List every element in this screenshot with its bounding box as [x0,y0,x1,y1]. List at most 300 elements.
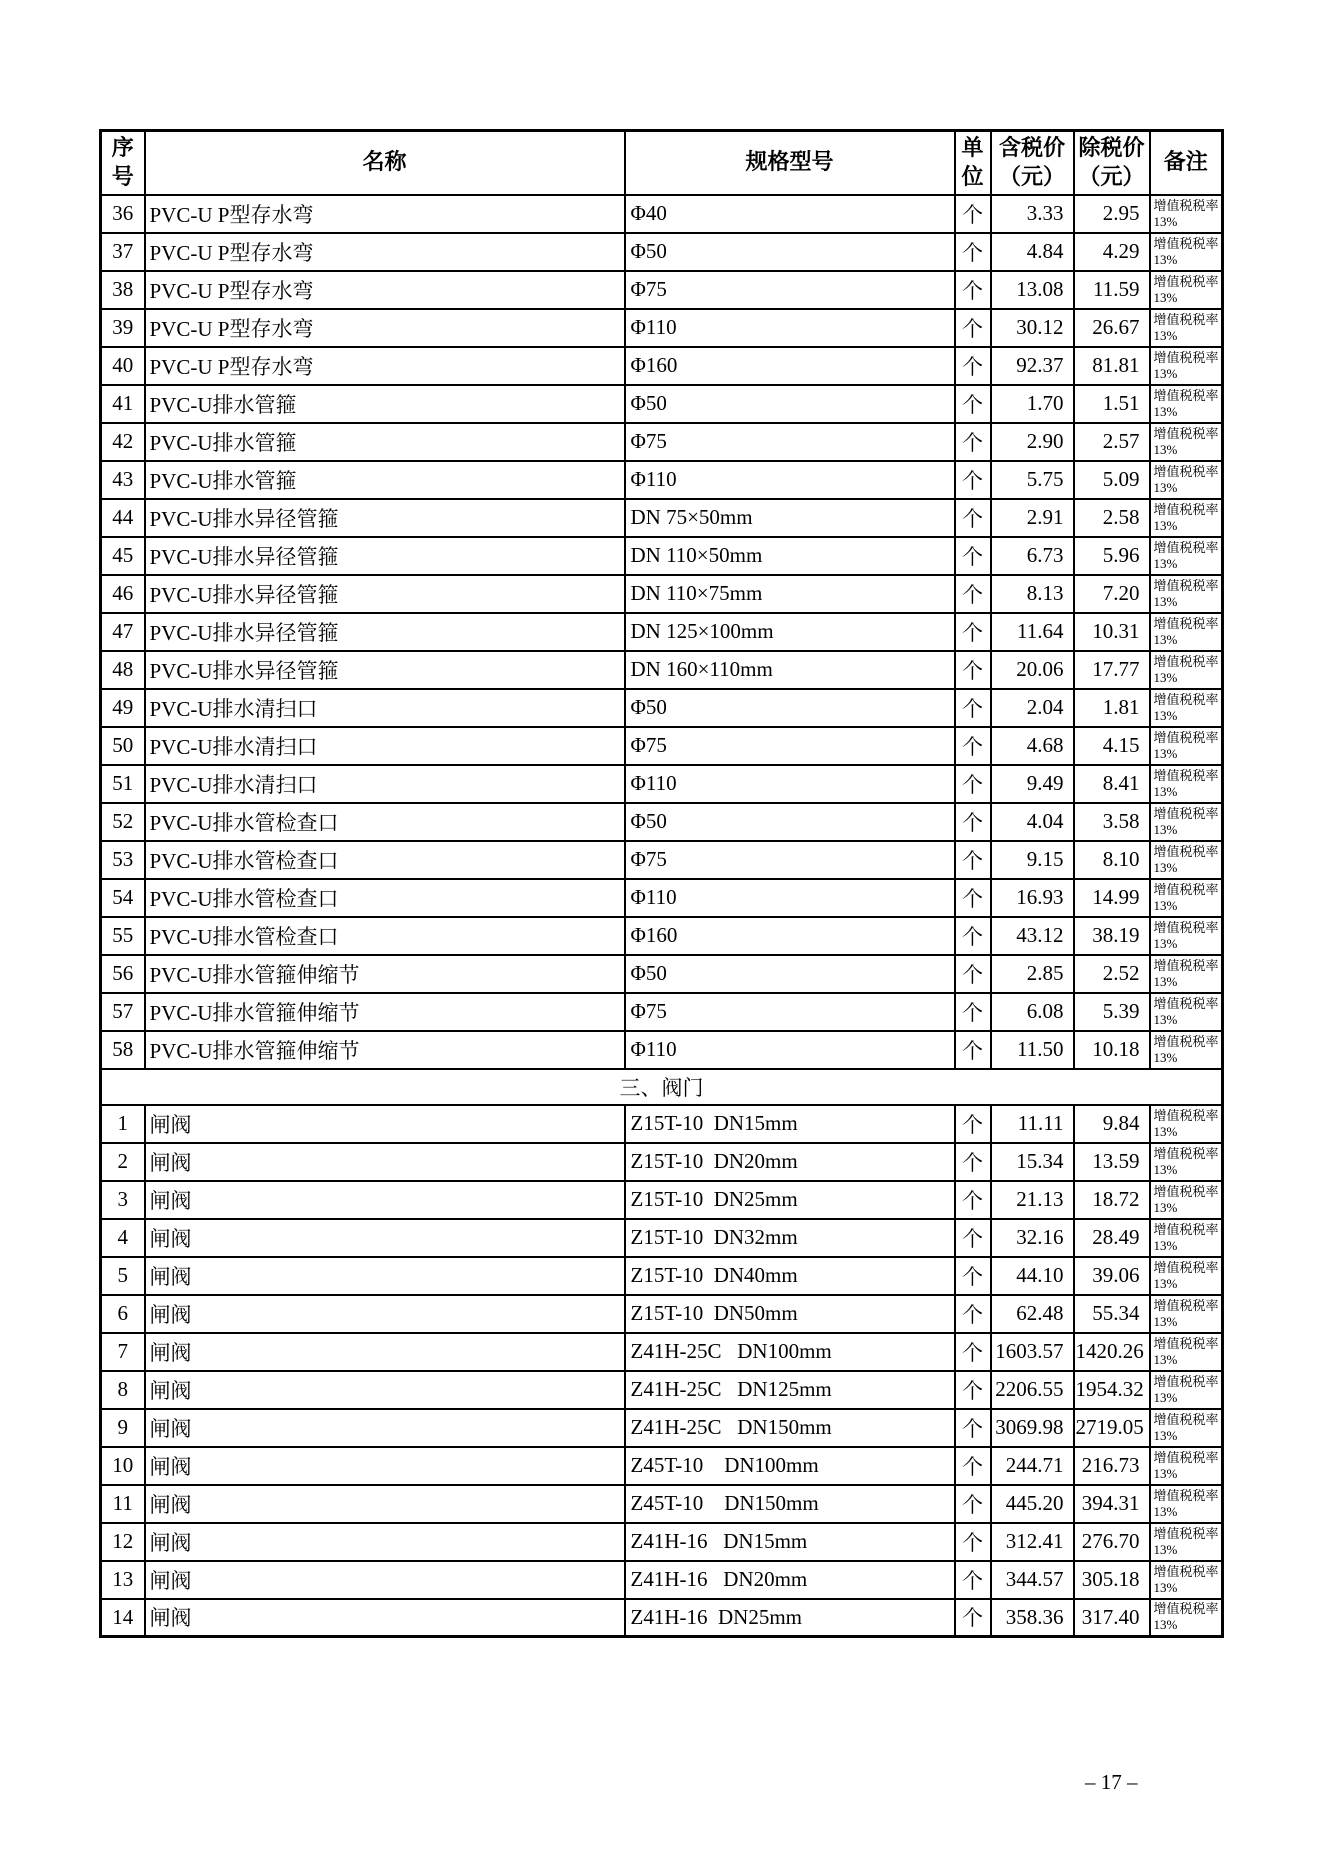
row-unit: 个 [955,271,991,309]
row-name: PVC-U P型存水弯 [145,233,625,271]
row-unit: 个 [955,689,991,727]
row-name: PVC-U排水异径管箍 [145,613,625,651]
table-row [101,955,1223,993]
row-price-with-tax: 11.64 [991,613,1074,651]
row-seq: 10 [101,1447,145,1485]
table-row [101,1257,1223,1295]
section-title: 三、阀门 [101,1069,1223,1105]
row-unit: 个 [955,613,991,651]
row-unit: 个 [955,1143,991,1181]
row-price-without-tax: 305.18 [1074,1561,1150,1599]
row-seq: 12 [101,1523,145,1561]
row-spec: Z41H-25C DN125mm [625,1371,955,1409]
row-unit: 个 [955,1599,991,1637]
row-spec: Φ160 [625,347,955,385]
row-spec: Φ160 [625,917,955,955]
row-unit: 个 [955,1333,991,1371]
row-name: 闸阀 [145,1485,625,1523]
row-spec: Z15T-10 DN15mm [625,1105,955,1143]
row-unit: 个 [955,1561,991,1599]
table-row [101,1333,1223,1371]
row-price-with-tax: 6.73 [991,537,1074,575]
row-price-without-tax: 28.49 [1074,1219,1150,1257]
row-name: PVC-U排水管箍伸缩节 [145,1031,625,1069]
row-unit: 个 [955,309,991,347]
row-price-with-tax: 3.33 [991,195,1074,233]
row-name: 闸阀 [145,1105,625,1143]
row-name: PVC-U排水管箍 [145,423,625,461]
row-name: PVC-U排水异径管箍 [145,651,625,689]
table-row [101,1105,1223,1143]
row-remark: 增值税税率13% [1150,1219,1223,1257]
row-seq: 14 [101,1599,145,1637]
row-price-with-tax: 9.15 [991,841,1074,879]
row-remark: 增值税税率13% [1150,727,1223,765]
row-spec: Φ110 [625,309,955,347]
row-price-with-tax: 4.04 [991,803,1074,841]
row-price-with-tax: 8.13 [991,575,1074,613]
row-unit: 个 [955,537,991,575]
table-row [101,727,1223,765]
row-spec: Φ75 [625,993,955,1031]
row-unit: 个 [955,575,991,613]
row-seq: 44 [101,499,145,537]
row-remark: 增值税税率13% [1150,461,1223,499]
row-spec: Φ75 [625,727,955,765]
table-row [101,1599,1223,1637]
row-price-without-tax: 18.72 [1074,1181,1150,1219]
row-spec: Φ110 [625,1031,955,1069]
row-remark: 增值税税率13% [1150,841,1223,879]
table-row [101,423,1223,461]
row-name: 闸阀 [145,1599,625,1637]
row-name: PVC-U P型存水弯 [145,271,625,309]
row-remark: 增值税税率13% [1150,1599,1223,1637]
row-price-with-tax: 2206.55 [991,1371,1074,1409]
row-unit: 个 [955,841,991,879]
row-price-without-tax: 4.29 [1074,233,1150,271]
row-name: 闸阀 [145,1561,625,1599]
row-seq: 11 [101,1485,145,1523]
row-name: PVC-U排水管箍伸缩节 [145,955,625,993]
row-seq: 1 [101,1105,145,1143]
row-name: 闸阀 [145,1219,625,1257]
table-row [101,1447,1223,1485]
row-spec: Φ50 [625,233,955,271]
table-row [101,765,1223,803]
table-row [101,1031,1223,1069]
row-price-with-tax: 1.70 [991,385,1074,423]
row-unit: 个 [955,347,991,385]
row-price-with-tax: 21.13 [991,1181,1074,1219]
row-price-without-tax: 2.58 [1074,499,1150,537]
row-remark: 增值税税率13% [1150,423,1223,461]
row-remark: 增值税税率13% [1150,537,1223,575]
row-price-with-tax: 2.90 [991,423,1074,461]
table-row [101,499,1223,537]
header-unit: 单位 [955,131,991,195]
row-spec: Z15T-10 DN40mm [625,1257,955,1295]
row-seq: 47 [101,613,145,651]
row-seq: 3 [101,1181,145,1219]
header-seq: 序号 [101,131,145,195]
row-spec: Z41H-16 DN20mm [625,1561,955,1599]
row-unit: 个 [955,1523,991,1561]
row-spec: Z15T-10 DN20mm [625,1143,955,1181]
row-unit: 个 [955,461,991,499]
price-table [99,129,1224,1638]
row-unit: 个 [955,499,991,537]
row-remark: 增值税税率13% [1150,195,1223,233]
row-price-without-tax: 216.73 [1074,1447,1150,1485]
row-unit: 个 [955,1105,991,1143]
row-price-with-tax: 1603.57 [991,1333,1074,1371]
row-price-without-tax: 2719.05 [1074,1409,1150,1447]
row-remark: 增值税税率13% [1150,917,1223,955]
row-price-without-tax: 276.70 [1074,1523,1150,1561]
row-name: 闸阀 [145,1409,625,1447]
row-price-without-tax: 7.20 [1074,575,1150,613]
table-row [101,1143,1223,1181]
row-name: 闸阀 [145,1257,625,1295]
page-number: – 17 – [1085,1770,1138,1794]
row-seq: 36 [101,195,145,233]
row-spec: Z15T-10 DN25mm [625,1181,955,1219]
row-remark: 增值税税率13% [1150,309,1223,347]
row-seq: 49 [101,689,145,727]
row-price-with-tax: 3069.98 [991,1409,1074,1447]
row-spec: Φ110 [625,461,955,499]
header-name: 名称 [145,131,625,195]
row-remark: 增值税税率13% [1150,1031,1223,1069]
row-unit: 个 [955,765,991,803]
table-row [101,841,1223,879]
row-spec: Φ75 [625,423,955,461]
row-price-without-tax: 1954.32 [1074,1371,1150,1409]
row-spec: DN 75×50mm [625,499,955,537]
table-row [101,689,1223,727]
row-price-without-tax: 81.81 [1074,347,1150,385]
row-name: 闸阀 [145,1143,625,1181]
row-price-with-tax: 2.91 [991,499,1074,537]
row-seq: 58 [101,1031,145,1069]
header-spec: 规格型号 [625,131,955,195]
table-row [101,1409,1223,1447]
row-price-without-tax: 17.77 [1074,651,1150,689]
row-price-with-tax: 11.11 [991,1105,1074,1143]
section-row [101,1069,1223,1105]
row-price-without-tax: 3.58 [1074,803,1150,841]
row-seq: 46 [101,575,145,613]
row-remark: 增值税税率13% [1150,385,1223,423]
row-price-without-tax: 2.52 [1074,955,1150,993]
row-remark: 增值税税率13% [1150,1409,1223,1447]
table-row [101,195,1223,233]
row-price-without-tax: 10.31 [1074,613,1150,651]
row-remark: 增值税税率13% [1150,651,1223,689]
row-price-without-tax: 2.57 [1074,423,1150,461]
table-row [101,651,1223,689]
row-price-with-tax: 30.12 [991,309,1074,347]
row-remark: 增值税税率13% [1150,1561,1223,1599]
row-spec: Z41H-25C DN150mm [625,1409,955,1447]
row-unit: 个 [955,879,991,917]
row-seq: 56 [101,955,145,993]
row-price-without-tax: 13.59 [1074,1143,1150,1181]
row-seq: 8 [101,1371,145,1409]
row-price-with-tax: 2.85 [991,955,1074,993]
row-unit: 个 [955,993,991,1031]
table-row [101,1295,1223,1333]
row-price-with-tax: 312.41 [991,1523,1074,1561]
row-price-without-tax: 8.10 [1074,841,1150,879]
row-unit: 个 [955,1181,991,1219]
row-price-with-tax: 15.34 [991,1143,1074,1181]
row-seq: 13 [101,1561,145,1599]
row-price-with-tax: 92.37 [991,347,1074,385]
row-price-without-tax: 39.06 [1074,1257,1150,1295]
row-price-with-tax: 11.50 [991,1031,1074,1069]
row-seq: 42 [101,423,145,461]
row-seq: 52 [101,803,145,841]
table-row [101,993,1223,1031]
row-seq: 41 [101,385,145,423]
row-name: PVC-U排水清扫口 [145,765,625,803]
row-remark: 增值税税率13% [1150,689,1223,727]
row-remark: 增值税税率13% [1150,499,1223,537]
row-unit: 个 [955,1031,991,1069]
table-header-row [101,131,1223,195]
row-price-without-tax: 38.19 [1074,917,1150,955]
row-spec: Z45T-10 DN100mm [625,1447,955,1485]
row-unit: 个 [955,955,991,993]
row-price-without-tax: 1420.26 [1074,1333,1150,1371]
header-remark: 备注 [1150,131,1223,195]
row-name: PVC-U排水异径管箍 [145,537,625,575]
row-remark: 增值税税率13% [1150,1143,1223,1181]
row-price-without-tax: 11.59 [1074,271,1150,309]
row-spec: DN 125×100mm [625,613,955,651]
row-name: 闸阀 [145,1447,625,1485]
row-remark: 增值税税率13% [1150,271,1223,309]
row-price-with-tax: 43.12 [991,917,1074,955]
row-unit: 个 [955,1447,991,1485]
row-name: PVC-U排水异径管箍 [145,575,625,613]
row-price-without-tax: 9.84 [1074,1105,1150,1143]
table-body [101,195,1223,1637]
row-spec: Z41H-25C DN100mm [625,1333,955,1371]
row-remark: 增值税税率13% [1150,1447,1223,1485]
row-price-without-tax: 1.51 [1074,385,1150,423]
row-name: PVC-U排水管箍 [145,461,625,499]
row-name: PVC-U P型存水弯 [145,347,625,385]
row-spec: DN 160×110mm [625,651,955,689]
row-price-with-tax: 16.93 [991,879,1074,917]
row-spec: Φ110 [625,879,955,917]
row-remark: 增值税税率13% [1150,1485,1223,1523]
row-spec: Z15T-10 DN32mm [625,1219,955,1257]
row-seq: 50 [101,727,145,765]
row-remark: 增值税税率13% [1150,347,1223,385]
table-row [101,461,1223,499]
row-spec: DN 110×50mm [625,537,955,575]
row-seq: 6 [101,1295,145,1333]
row-name: 闸阀 [145,1181,625,1219]
table-row [101,271,1223,309]
table-row [101,1523,1223,1561]
row-remark: 增值税税率13% [1150,1523,1223,1561]
row-price-without-tax: 394.31 [1074,1485,1150,1523]
row-price-with-tax: 2.04 [991,689,1074,727]
row-unit: 个 [955,1219,991,1257]
row-unit: 个 [955,1409,991,1447]
row-price-with-tax: 9.49 [991,765,1074,803]
row-remark: 增值税税率13% [1150,955,1223,993]
row-remark: 增值税税率13% [1150,993,1223,1031]
row-seq: 37 [101,233,145,271]
row-name: PVC-U排水异径管箍 [145,499,625,537]
table-row [101,879,1223,917]
row-price-with-tax: 5.75 [991,461,1074,499]
row-spec: Φ50 [625,385,955,423]
row-price-with-tax: 4.84 [991,233,1074,271]
row-seq: 7 [101,1333,145,1371]
row-price-without-tax: 55.34 [1074,1295,1150,1333]
row-spec: DN 110×75mm [625,575,955,613]
row-name: PVC-U排水管检查口 [145,803,625,841]
row-seq: 9 [101,1409,145,1447]
row-spec: Z41H-16 DN25mm [625,1599,955,1637]
row-price-without-tax: 14.99 [1074,879,1150,917]
row-seq: 2 [101,1143,145,1181]
row-seq: 38 [101,271,145,309]
table-row [101,1371,1223,1409]
row-unit: 个 [955,195,991,233]
row-spec: Φ75 [625,271,955,309]
row-seq: 39 [101,309,145,347]
row-name: PVC-U排水清扫口 [145,689,625,727]
table-row [101,1181,1223,1219]
row-price-without-tax: 2.95 [1074,195,1150,233]
table-row [101,803,1223,841]
row-remark: 增值税税率13% [1150,1371,1223,1409]
row-unit: 个 [955,803,991,841]
row-seq: 4 [101,1219,145,1257]
row-name: PVC-U排水清扫口 [145,727,625,765]
row-price-without-tax: 5.39 [1074,993,1150,1031]
table-row [101,385,1223,423]
row-spec: Φ50 [625,803,955,841]
row-name: 闸阀 [145,1523,625,1561]
row-price-with-tax: 32.16 [991,1219,1074,1257]
row-remark: 增值税税率13% [1150,765,1223,803]
row-seq: 45 [101,537,145,575]
row-price-without-tax: 5.09 [1074,461,1150,499]
header-price-with-tax: 含税价（元） [991,131,1074,195]
row-remark: 增值税税率13% [1150,1295,1223,1333]
row-price-with-tax: 244.71 [991,1447,1074,1485]
row-seq: 55 [101,917,145,955]
row-seq: 40 [101,347,145,385]
row-remark: 增值税税率13% [1150,1257,1223,1295]
row-price-without-tax: 5.96 [1074,537,1150,575]
table-row [101,575,1223,613]
row-spec: Φ110 [625,765,955,803]
table-row [101,1219,1223,1257]
row-unit: 个 [955,1485,991,1523]
row-unit: 个 [955,423,991,461]
row-remark: 增值税税率13% [1150,575,1223,613]
row-price-with-tax: 20.06 [991,651,1074,689]
row-seq: 53 [101,841,145,879]
row-spec: Φ50 [625,955,955,993]
row-name: PVC-U P型存水弯 [145,195,625,233]
row-price-with-tax: 4.68 [991,727,1074,765]
row-spec: Z41H-16 DN15mm [625,1523,955,1561]
row-remark: 增值税税率13% [1150,1105,1223,1143]
row-spec: Z15T-10 DN50mm [625,1295,955,1333]
row-spec: Φ40 [625,195,955,233]
row-name: PVC-U排水管箍伸缩节 [145,993,625,1031]
table-row [101,917,1223,955]
row-name: PVC-U排水管检查口 [145,917,625,955]
row-price-with-tax: 358.36 [991,1599,1074,1637]
row-spec: Z45T-10 DN150mm [625,1485,955,1523]
row-name: PVC-U排水管检查口 [145,841,625,879]
row-price-with-tax: 445.20 [991,1485,1074,1523]
row-seq: 43 [101,461,145,499]
row-unit: 个 [955,385,991,423]
row-price-with-tax: 44.10 [991,1257,1074,1295]
row-name: 闸阀 [145,1371,625,1409]
row-name: PVC-U排水管箍 [145,385,625,423]
row-unit: 个 [955,1371,991,1409]
row-remark: 增值税税率13% [1150,233,1223,271]
row-seq: 5 [101,1257,145,1295]
row-seq: 54 [101,879,145,917]
row-unit: 个 [955,1257,991,1295]
row-unit: 个 [955,917,991,955]
row-remark: 增值税税率13% [1150,1333,1223,1371]
row-name: 闸阀 [145,1333,625,1371]
row-unit: 个 [955,651,991,689]
row-remark: 增值税税率13% [1150,879,1223,917]
row-price-with-tax: 62.48 [991,1295,1074,1333]
row-price-with-tax: 6.08 [991,993,1074,1031]
table-row [101,309,1223,347]
row-unit: 个 [955,727,991,765]
row-name: PVC-U排水管检查口 [145,879,625,917]
row-price-without-tax: 1.81 [1074,689,1150,727]
table-row [101,233,1223,271]
row-seq: 48 [101,651,145,689]
row-remark: 增值税税率13% [1150,613,1223,651]
row-seq: 51 [101,765,145,803]
row-price-without-tax: 317.40 [1074,1599,1150,1637]
table-row [101,537,1223,575]
row-price-with-tax: 13.08 [991,271,1074,309]
header-price-without-tax: 除税价（元） [1074,131,1150,195]
table-row [101,1561,1223,1599]
row-price-without-tax: 8.41 [1074,765,1150,803]
row-price-without-tax: 10.18 [1074,1031,1150,1069]
row-price-with-tax: 344.57 [991,1561,1074,1599]
row-seq: 57 [101,993,145,1031]
row-spec: Φ50 [625,689,955,727]
row-unit: 个 [955,1295,991,1333]
table-row [101,347,1223,385]
row-name: PVC-U P型存水弯 [145,309,625,347]
